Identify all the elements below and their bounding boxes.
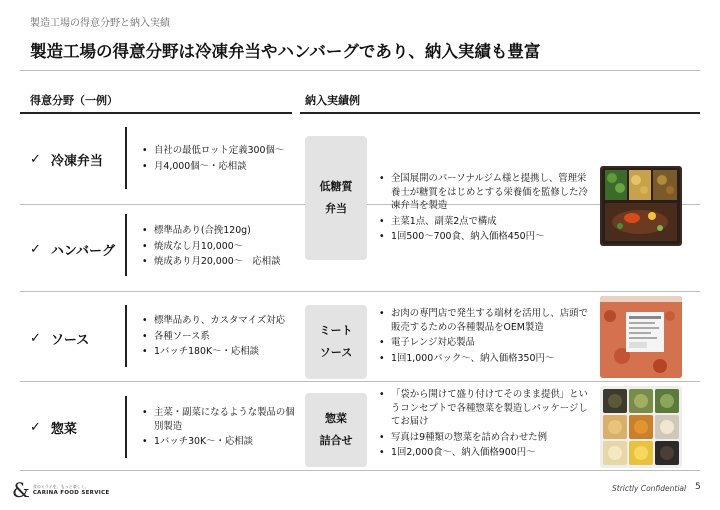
check-icon: ✓ xyxy=(30,242,41,257)
list-item: • 標準品あり(合挽120g) xyxy=(140,224,300,238)
side-dish-assortment-photo xyxy=(600,386,682,468)
bento-photo xyxy=(600,166,682,246)
list-item: • お肉の専門店で発生する端材を活用し、店頭で販売するための各種製品をOEM製造 xyxy=(377,307,592,334)
example-bullets xyxy=(377,307,592,367)
list-item: • 標準品あり、カスタマイズ対応 xyxy=(140,314,300,328)
category-bullets xyxy=(140,314,300,361)
example-tag-side-dish-assortment xyxy=(305,393,367,467)
column-header-specialties: 得意分野（一例） xyxy=(30,94,118,107)
category-bar xyxy=(125,214,127,276)
title-divider xyxy=(20,70,700,71)
check-icon: ✓ xyxy=(30,152,41,167)
category-bullets xyxy=(140,406,298,451)
category-frozen-bento xyxy=(30,150,103,169)
logo-tagline: 食のミライを、もっと楽しく。 xyxy=(32,484,89,489)
logo-text xyxy=(33,484,110,496)
column-header-underline-right xyxy=(300,112,700,114)
example-bullets xyxy=(377,172,592,246)
list-item: • 焼成なし月10,000～ xyxy=(140,240,300,254)
confidential-label: Strictly Confidential xyxy=(612,484,687,493)
category-label: 冷凍弁当 xyxy=(50,154,103,169)
row-divider xyxy=(20,470,700,471)
tag-line: 弁当 xyxy=(325,202,347,215)
row-divider xyxy=(20,381,700,382)
logo-name: CARINA FOOD SERVICE xyxy=(32,490,110,496)
sauce-pack-photo xyxy=(600,296,682,378)
category-label: 惣菜 xyxy=(50,422,77,437)
column-header-delivery-examples: 納入実績例 xyxy=(305,94,360,107)
breadcrumb: 製造工場の得意分野と納入実績 xyxy=(30,18,170,29)
list-item: • 「袋から開けて盛り付けてそのまま提供」というコンセプトで各種惣菜を製造しパッケージしてお届け xyxy=(377,388,592,429)
example-tag-meat-sauce xyxy=(305,305,367,379)
category-bar xyxy=(125,305,127,367)
category-hamburg xyxy=(30,240,115,259)
check-icon: ✓ xyxy=(30,331,41,346)
tag-line: ミート xyxy=(319,324,353,337)
list-item: • 1回2,000食～、納入価格900円～ xyxy=(377,446,592,460)
example-tag-low-carb-bento xyxy=(305,136,367,260)
list-item: • 電子レンジ対応製品 xyxy=(377,336,592,350)
page-number: 5 xyxy=(695,482,701,492)
list-item: • 1回500～700食、納入価格450円～ xyxy=(377,230,592,244)
company-logo xyxy=(12,478,110,502)
logo-mark: & xyxy=(12,478,30,502)
list-item: • 主菜1点、副菜2点で構成 xyxy=(377,215,592,229)
tag-line: 惣菜 xyxy=(325,412,347,425)
category-bar xyxy=(125,127,127,189)
list-item: • 焼成あり月20,000～ 応相談 xyxy=(140,255,300,269)
category-bullets xyxy=(140,224,300,271)
example-bullets xyxy=(377,388,592,462)
list-item: • 自社の最低ロット定義300個～ xyxy=(140,144,300,158)
tag-line: 詰合せ xyxy=(319,434,353,447)
category-bar xyxy=(125,396,127,458)
tag-line: ソース xyxy=(319,346,353,359)
list-item: • 写真は9種類の惣菜を詰め合わせた例 xyxy=(377,431,592,445)
category-label: ソース xyxy=(50,333,90,348)
category-bullets xyxy=(140,144,300,175)
list-item: • 1バッチ180K～・応相談 xyxy=(140,345,300,359)
list-item: • 主菜・副菜になるような製品の個別製造 xyxy=(140,406,298,433)
page-title: 製造工場の得意分野は冷凍弁当やハンバーグであり、納入実績も豊富 xyxy=(30,42,541,61)
list-item: • 1バッチ30K～・応相談 xyxy=(140,435,298,449)
list-item: • 月4,000個～・応相談 xyxy=(140,160,300,174)
category-sauce xyxy=(30,329,89,348)
check-icon: ✓ xyxy=(30,420,41,435)
tag-line: 低糖質 xyxy=(319,180,353,193)
row-divider xyxy=(20,291,700,292)
column-header-underline-left xyxy=(20,112,292,114)
list-item: • 1回1,000パック～、納入価格350円～ xyxy=(377,352,592,366)
category-side-dishes xyxy=(30,418,77,437)
category-label: ハンバーグ xyxy=(50,244,115,259)
list-item: • 各種ソース系 xyxy=(140,330,300,344)
list-item: • 全国展開のパーソナルジム様と提携し、管理栄養士が糖質をはじめとする栄養価を監修した冷凍弁当を製造 xyxy=(377,172,592,213)
